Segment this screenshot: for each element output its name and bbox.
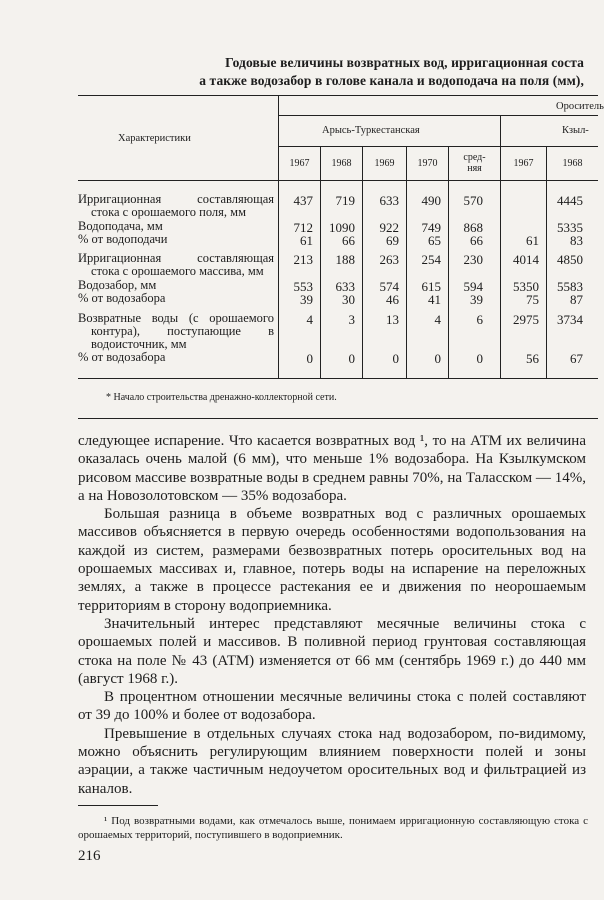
table-footnote: * Начало строительства дренажно-коллекторной сети.: [106, 392, 337, 403]
year-header: 1969: [374, 158, 395, 169]
table-cell: 66: [342, 233, 355, 248]
table-cell: 0: [348, 351, 355, 366]
table-cell: 615: [421, 279, 441, 294]
table-cell: 633: [335, 279, 355, 294]
table-cell: 56: [526, 351, 539, 366]
header-bottom-rule: [78, 180, 598, 181]
table-cell: 5583: [557, 279, 583, 294]
table-cell: 0: [434, 351, 441, 366]
table-cell: 0: [476, 351, 483, 366]
table-cell: 4014: [513, 252, 539, 267]
table-cell: 75: [526, 292, 539, 307]
page-footnote: [78, 814, 588, 842]
table-cell: 83: [570, 233, 583, 248]
table-cell: 570: [463, 193, 483, 208]
column-header-characteristics: Характеристики: [118, 133, 191, 144]
table-cell: 4: [306, 312, 313, 327]
table-cell: 868: [463, 220, 483, 235]
table-cell: 922: [379, 220, 399, 235]
table-cell: 490: [421, 193, 441, 208]
table-cell: 87: [570, 292, 583, 307]
table-cell: 66: [470, 233, 483, 248]
row-label: Возвратные воды (с орошаемого контура), поступающие в водоисточник, мм: [78, 311, 274, 351]
table-cell: 30: [342, 292, 355, 307]
table-cell: 188: [335, 252, 355, 267]
table-cell: 1090: [329, 220, 355, 235]
caption-line-1: Годовые величины возвратных вод, ирригационная соста: [225, 55, 584, 70]
table-cell: 5350: [513, 279, 539, 294]
table-cell: 13: [386, 312, 399, 327]
table-cell: 230: [463, 252, 483, 267]
year-header: 1967: [289, 158, 310, 169]
year-header: 1968: [562, 158, 583, 169]
table-cell: 4850: [557, 252, 583, 267]
table-cell: 61: [526, 233, 539, 248]
year-header: 1968: [331, 158, 352, 169]
year-header: сред- няя: [463, 152, 486, 174]
table-cell: 749: [421, 220, 441, 235]
subgroup-header: Кзыл-: [562, 125, 589, 136]
table-cell: 594: [463, 279, 483, 294]
row-label: % от водоподачи: [78, 232, 168, 246]
table-cell: 3734: [557, 312, 583, 327]
caption-line-2: а также водозабор в голове канала и водоподача на поля (мм),: [199, 73, 584, 88]
table-cell: 633: [379, 193, 399, 208]
table-cell: 41: [428, 292, 441, 307]
group-header-rule: [278, 115, 598, 116]
row-label: % от водозабора: [78, 291, 166, 305]
body-text: [78, 432, 586, 798]
table-cell: 263: [379, 252, 399, 267]
table-cell: 67: [570, 351, 583, 366]
table-cell: 719: [335, 193, 355, 208]
table-cell: 6: [476, 312, 483, 327]
table-cell: 61: [300, 233, 313, 248]
paragraph: Превышение в отдельных случаях стока над водозабором, по-видимому, можно объяснить регулирующим влиянием поверхности полей и зоны аэрации, а также частичным недоучетом оросительных вод и фильтрацией из каналов.: [78, 725, 586, 797]
table-cell: 553: [293, 279, 313, 294]
footnote-rule: [78, 805, 158, 806]
table-cell: 39: [300, 292, 313, 307]
row-label: Ирригационная составляющая стока с орошаемого массива, мм: [78, 251, 274, 278]
table-cell: 712: [293, 220, 313, 235]
row-label: Водозабор, мм: [78, 278, 157, 292]
table-cell: 4445: [557, 193, 583, 208]
table-cell: 69: [386, 233, 399, 248]
table-cell: 213: [293, 252, 313, 267]
table-cell: 0: [306, 351, 313, 366]
table-cell: 3: [348, 312, 355, 327]
table-cell: 437: [293, 193, 313, 208]
table-cell: 2975: [513, 312, 539, 327]
paragraph: В процентном отношении месячные величины стока с полей составляют от 39 до 100% и более от водозабора.: [78, 689, 586, 724]
subgroup-rule: [278, 146, 598, 147]
footnote-text: ¹ Под возвратными водами, как отмечалось выше, понимаем ирригационную составляющую стока с орошаемых территорий, поступившего в водоприемник.: [78, 815, 588, 841]
page-number: 216: [78, 848, 101, 864]
table-cell: 39: [470, 292, 483, 307]
paragraph: Большая разница в объеме возвратных вод с различных орошаемых массивов объясняется в первую очередь особенностями водопользования на каждой из систем, размерами безвозвратных потерь оросительных вод на орошаемых массивах и, главное, потерь воды на испарение на переложных землях, а также в процессе растекания ее и движения по неорошаемым территориям в сторону водоприемника.: [78, 506, 586, 614]
row-label: Ирригационная составляющая стока с орошаемого поля, мм: [78, 192, 274, 219]
year-header: 1967: [513, 158, 534, 169]
paragraph: Значительный интерес представляют месячные величины стока с орошаемых полей и массивов. В поливной период грунтовая составляющая стока на поле № 43 (АТМ) изменяется от 66 мм (сентябрь 1969 г.) до 440 мм (август 1968 г.).: [78, 615, 586, 687]
table-cell: 4: [434, 312, 441, 327]
table-cell: 254: [421, 252, 441, 267]
table-cell: 574: [379, 279, 399, 294]
table-cell: 5335: [557, 220, 583, 235]
table-cell: 46: [386, 292, 399, 307]
table-top-rule: [78, 95, 598, 96]
row-label: % от водозабора: [78, 350, 166, 364]
subgroup-header: Арысь-Туркестанская: [322, 125, 420, 136]
table-cell: 65: [428, 233, 441, 248]
group-header: Ороситель: [556, 101, 604, 112]
row-label: Водоподача, мм: [78, 219, 163, 233]
table-bottom-rule: [78, 378, 598, 379]
footnote-bottom-rule: [78, 418, 598, 419]
table-cell: 0: [392, 351, 399, 366]
year-header: 1970: [417, 158, 438, 169]
paragraph: следующее испарение. Что касается возвратных вод ¹, то на АТМ их величина оказалась очень малой (6 мм), что меньше 1% водозабора. На Кзылкумском рисовом массиве возвратные воды в среднем равны 70%, на Таласском — 14%, а на Новозолотовском — 35% водозабора.: [78, 433, 586, 504]
